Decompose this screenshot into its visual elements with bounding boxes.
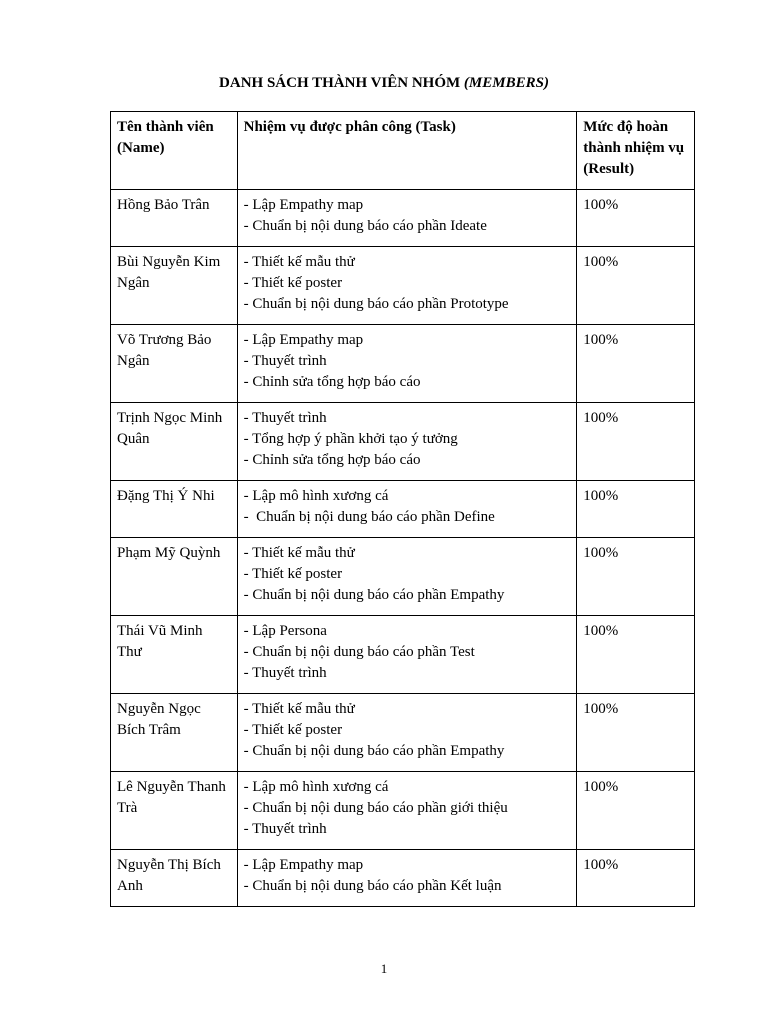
member-result: 100% (577, 325, 695, 403)
task-item: - Chỉnh sửa tổng hợp báo cáo (243, 452, 421, 468)
task-item: - Chuẩn bị nội dung báo cáo phần Define (243, 509, 495, 525)
task-item: - Chuẩn bị nội dung báo cáo phần Prototype (243, 296, 509, 312)
table-row (111, 772, 695, 850)
member-result: 100% (577, 850, 695, 907)
task-item: - Lập Empathy map (243, 857, 364, 873)
table-row (111, 247, 695, 325)
table-body (111, 190, 695, 907)
task-item: - Lập Persona (243, 623, 327, 639)
task-item: - Thiết kế poster (243, 566, 343, 582)
task-item: - Thiết kế poster (243, 275, 343, 291)
member-name: Bùi Nguyễn Kim Ngân (111, 247, 238, 325)
page-number: 1 (380, 961, 388, 976)
members-table (110, 111, 695, 907)
task-item: - Lập mô hình xương cá (243, 779, 389, 795)
task-item: - Thiết kế mẫu thử (243, 254, 355, 270)
table-row (111, 538, 695, 616)
task-item: - Thuyết trình (243, 353, 327, 369)
member-name: Nguyễn Ngọc Bích Trâm (111, 694, 238, 772)
member-name: Phạm Mỹ Quỳnh (111, 538, 238, 616)
task-item: - Lập Empathy map (243, 332, 364, 348)
member-name: Lê Nguyễn Thanh Trà (111, 772, 238, 850)
member-tasks (237, 538, 577, 616)
task-item: - Thiết kế poster (243, 722, 343, 738)
task-item: - Lập Empathy map (243, 197, 364, 213)
member-tasks (237, 616, 577, 694)
member-tasks (237, 481, 577, 538)
task-item: - Lập mô hình xương cá (243, 488, 389, 504)
member-result: 100% (577, 538, 695, 616)
task-item: - Chỉnh sửa tổng hợp báo cáo (243, 374, 421, 390)
table-row (111, 403, 695, 481)
task-item: - Thiết kế mẫu thử (243, 701, 355, 717)
member-result: 100% (577, 772, 695, 850)
task-item: - Thuyết trình (243, 665, 327, 681)
table-row (111, 850, 695, 907)
task-item: - Chuẩn bị nội dung báo cáo phần Kết luận (243, 878, 502, 894)
header-task: Nhiệm vụ được phân công (Task) (237, 112, 577, 190)
table-header-row (111, 112, 695, 190)
table-row (111, 325, 695, 403)
task-item: - Chuẩn bị nội dung báo cáo phần Test (243, 644, 475, 660)
table-row (111, 616, 695, 694)
member-result: 100% (577, 481, 695, 538)
table-row (111, 481, 695, 538)
member-tasks (237, 325, 577, 403)
member-name: Đặng Thị Ý Nhi (111, 481, 238, 538)
member-result: 100% (577, 190, 695, 247)
header-name: Tên thành viên (Name) (111, 112, 238, 190)
member-tasks (237, 403, 577, 481)
member-tasks (237, 772, 577, 850)
header-result: Mức độ hoàn thành nhiệm vụ (Result) (577, 112, 695, 190)
member-name: Nguyễn Thị Bích Anh (111, 850, 238, 907)
member-result: 100% (577, 694, 695, 772)
member-tasks (237, 247, 577, 325)
task-item: - Chuẩn bị nội dung báo cáo phần giới thiệu (243, 800, 508, 816)
task-item: - Tổng hợp ý phần khởi tạo ý tưởng (243, 431, 458, 447)
table-row (111, 190, 695, 247)
member-result: 100% (577, 616, 695, 694)
member-name: Trịnh Ngọc Minh Quân (111, 403, 238, 481)
member-name: Võ Trương Bảo Ngân (111, 325, 238, 403)
task-item: - Chuẩn bị nội dung báo cáo phần Empathy (243, 743, 505, 759)
member-result: 100% (577, 403, 695, 481)
task-item: - Chuẩn bị nội dung báo cáo phần Empathy (243, 587, 505, 603)
task-item: - Chuẩn bị nội dung báo cáo phần Ideate (243, 218, 487, 234)
member-tasks (237, 694, 577, 772)
member-result: 100% (577, 247, 695, 325)
member-name: Hồng Bảo Trân (111, 190, 238, 247)
task-item: - Thiết kế mẫu thử (243, 545, 355, 561)
title-text: DANH SÁCH THÀNH VIÊN NHÓM (219, 75, 464, 91)
document-title (0, 75, 768, 92)
member-tasks (237, 850, 577, 907)
task-item: - Thuyết trình (243, 410, 327, 426)
member-name: Thái Vũ Minh Thư (111, 616, 238, 694)
task-item: - Thuyết trình (243, 821, 327, 837)
title-italic: (MEMBERS) (463, 75, 549, 91)
member-tasks (237, 190, 577, 247)
table-row (111, 694, 695, 772)
